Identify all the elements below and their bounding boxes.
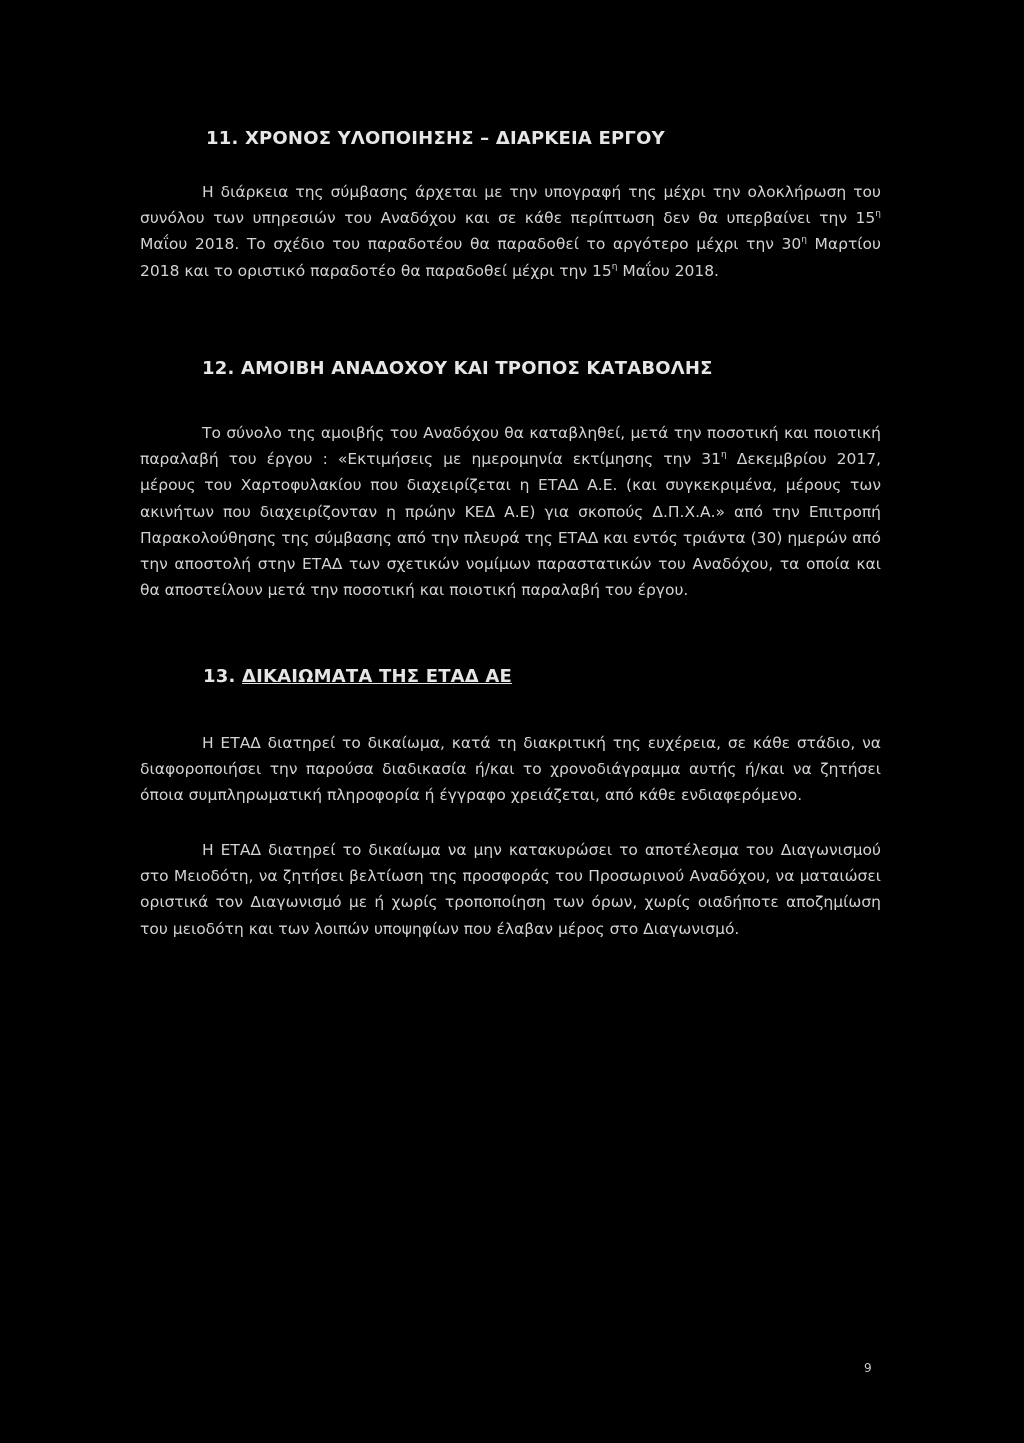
section-11-heading: 11. ΧΡΟΝΟΣ ΥΛΟΠΟΙΗΣΗΣ – ΔΙΑΡΚΕΙΑ ΕΡΓΟΥ [206,128,665,149]
page-number: 9 [864,1361,872,1375]
section-13-heading: 13. ΔΙΚΑΙΩΜΑΤΑ ΤΗΣ ΕΤΑΔ ΑΕ [203,666,513,687]
section-12-heading: 12. ΑΜΟΙΒΗ ΑΝΑΔΟΧΟΥ ΚΑΙ ΤΡΟΠΟΣ ΚΑΤΑΒΟΛΗΣ [202,358,713,379]
section-13-paragraph-1: Η ΕΤΑΔ διατηρεί το δικαίωμα, κατά τη διακριτική της ευχέρεια, σε κάθε στάδιο, να διαφοροποιήσει την παρούσα διαδικασία ή/και το χρονοδιάγραμμα αυτής ή/και να ζητήσει όποια συμπληρωματική πληροφορία ή έγγραφο χρειάζεται, από κάθε ενδιαφερόμενο. [140,734,881,805]
section-12-paragraph: Το σύνολο της αμοιβής του Αναδόχου θα καταβληθεί, μετά την ποσοτική και ποιοτική παραλαβή του έργου : «Εκτιμήσεις με ημερομηνία εκτίμησης την $31^\eta$ Δεκεμβρίου 2017, μέρους του Χαρτοφυλακίου που διαχειρίζεται η ΕΤΑΔ Α.Ε. (και συγκεκριμένα, μέρους των ακινήτων που διαχειρίζονταν η πρώην ΚΕΔ Α.Ε) για σκοπούς Δ.Π.Χ.Α.» από την Επιτροπή Παρακολούθησης της σύμβασης από την πλευρά της ΕΤΑΔ και εντός τριάντα (30) ημερών από την αποστολή στην ΕΤΑΔ των σχετικών νομίμων παραστατικών του Αναδόχου, τα οποία και θα αποστείλουν μετά την ποσοτική και ποιοτική παραλαβή του έργου. [140,424,881,600]
section-11-paragraph: Η διάρκεια της σύμβασης άρχεται με την υπογραφή της μέχρι την ολοκλήρωση του συνόλου των υπηρεσιών του Αναδόχου και σε κάθε περίπτωση δεν θα υπερβαίνει την $15^\eta$ Μαΐου 2018. Το σχέδιο του παραδοτέου θα παραδοθεί το αργότερο μέχρι την $30^\eta$ Μαρτίου 2018 και το οριστικό παραδοτέο θα παραδοθεί μέχρι την $15^\eta$ Μαΐου 2018. [140,183,881,280]
section-13-paragraph-2: Η ΕΤΑΔ διατηρεί το δικαίωμα να μην κατακυρώσει το αποτέλεσμα του Διαγωνισμού στο Μειοδότη, να ζητήσει βελτίωση της προσφοράς του Προσωρινού Αναδόχου, να ματαιώσει οριστικά τον Διαγωνισμό με ή χωρίς τροποποίηση των όρων, χωρίς οιαδήποτε αποζημίωση του μειοδότη και των λοιπών υποψηφίων που έλαβαν μέρος στο Διαγωνισμό. [140,841,881,938]
